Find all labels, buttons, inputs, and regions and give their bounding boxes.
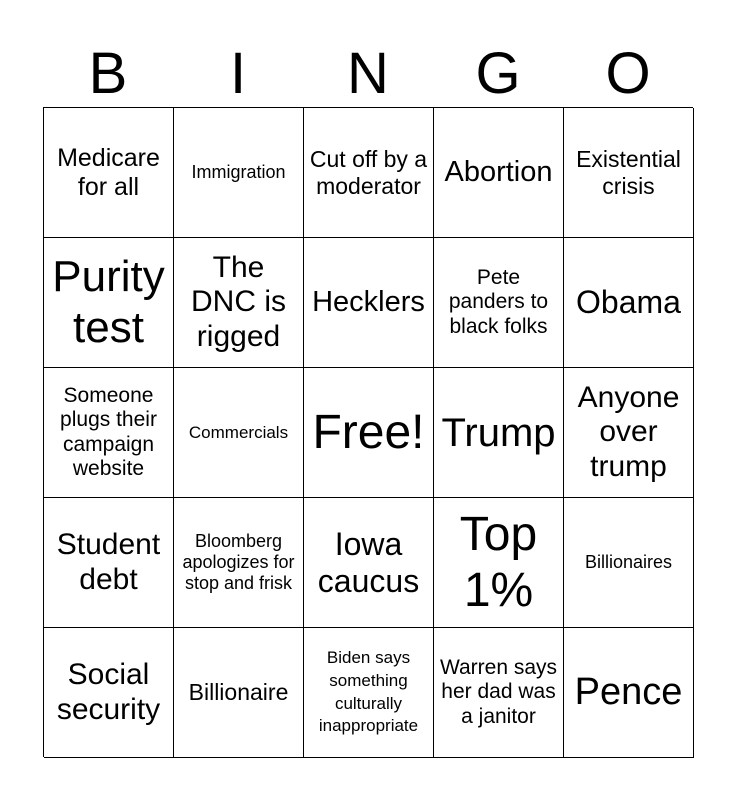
bingo-cell[interactable] — [174, 498, 304, 628]
bingo-cell[interactable] — [304, 238, 434, 368]
cell-text: Top 1% — [459, 508, 538, 617]
bingo-cell[interactable] — [434, 108, 564, 238]
bingo-cell[interactable] — [44, 238, 174, 368]
bingo-cell[interactable] — [304, 628, 434, 758]
bingo-cell[interactable] — [174, 368, 304, 498]
bingo-cell[interactable] — [44, 108, 174, 238]
cell-text: Biden says something culturally inappropriate — [318, 647, 419, 736]
bingo-cell[interactable] — [304, 498, 434, 628]
cell-text: Medicare for all — [57, 143, 160, 201]
cell-text: Anyone over trump — [577, 380, 680, 483]
bingo-cell[interactable] — [174, 238, 304, 368]
header-letter-b: B — [88, 41, 128, 106]
cell-text: Warren says her dad was a janitor — [439, 656, 558, 728]
free-space-cell[interactable] — [304, 368, 434, 498]
header-letter-n: N — [347, 41, 389, 106]
cell-text: Bloomberg apologizes for stop and frisk — [182, 531, 295, 593]
cell-text: Obama — [576, 284, 681, 321]
cell-text: The DNC is rigged — [191, 250, 286, 353]
bingo-cell[interactable] — [564, 238, 694, 368]
cell-text: Someone plugs their campaign website — [60, 384, 157, 480]
bingo-cell[interactable] — [434, 368, 564, 498]
cell-text: Pete panders to black folks — [448, 266, 549, 338]
cell-text: Hecklers — [312, 285, 425, 318]
cell-text: Iowa caucus — [317, 525, 420, 599]
bingo-cell[interactable] — [174, 628, 304, 758]
cell-text: Pence — [574, 670, 683, 713]
cell-text: Commercials — [188, 422, 289, 442]
cell-text: Purity test — [52, 251, 165, 352]
bingo-cell[interactable] — [564, 498, 694, 628]
bingo-cell[interactable] — [44, 498, 174, 628]
cell-text: Immigration — [191, 162, 286, 183]
bingo-header — [43, 40, 693, 108]
bingo-cell[interactable] — [44, 628, 174, 758]
header-letter-o: O — [605, 41, 651, 106]
bingo-cell[interactable] — [304, 108, 434, 238]
bingo-cell[interactable] — [564, 628, 694, 758]
cell-text: Billionaire — [188, 679, 289, 706]
cell-text: Social security — [56, 658, 161, 726]
cell-text: Abortion — [444, 155, 553, 188]
bingo-cell[interactable] — [174, 108, 304, 238]
bingo-card-grid — [43, 107, 693, 757]
cell-text: Trump — [441, 410, 556, 455]
cell-text: Free! — [312, 405, 425, 459]
bingo-cell[interactable] — [44, 368, 174, 498]
cell-text: Billionaires — [584, 552, 673, 573]
header-letter-g: G — [475, 41, 521, 106]
bingo-cell[interactable] — [434, 628, 564, 758]
bingo-cell[interactable] — [564, 368, 694, 498]
bingo-cell[interactable] — [434, 238, 564, 368]
bingo-cell[interactable] — [564, 108, 694, 238]
cell-text: Student debt — [56, 528, 161, 596]
cell-text: Existential crisis — [576, 146, 681, 199]
bingo-cell[interactable] — [434, 498, 564, 628]
cell-text: Cut off by a moderator — [309, 146, 428, 199]
header-letter-i: I — [229, 41, 247, 106]
